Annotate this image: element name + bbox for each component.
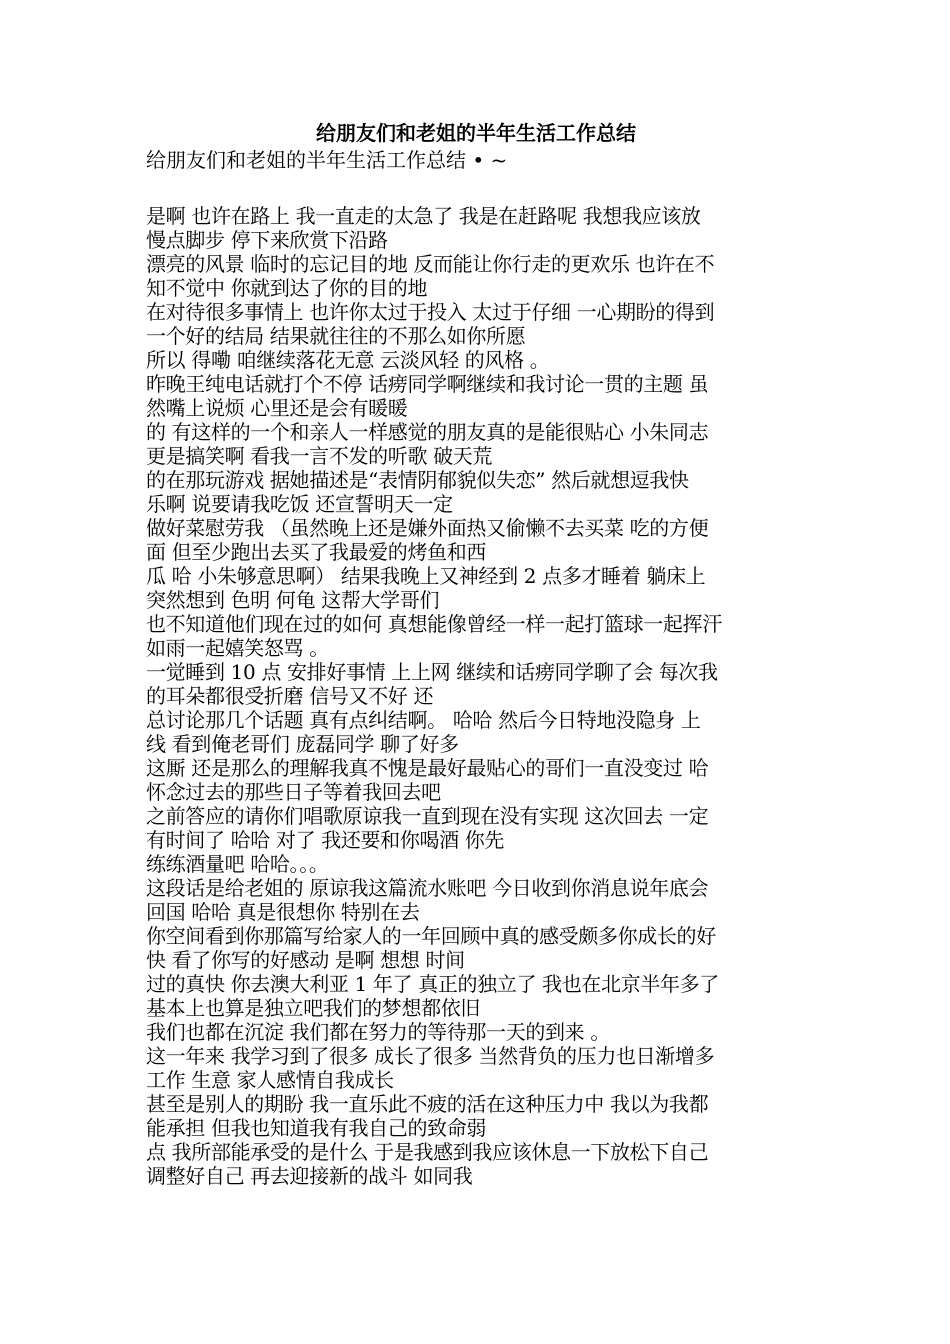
body-paragraph bbox=[146, 564, 806, 612]
document-title: 给朋友们和老姐的半年生活工作总结 bbox=[316, 121, 636, 145]
body-paragraph bbox=[146, 372, 806, 420]
body-paragraph bbox=[146, 1020, 806, 1044]
body-paragraph bbox=[146, 1140, 806, 1188]
body-paragraph bbox=[146, 348, 806, 372]
body-paragraph bbox=[146, 420, 806, 468]
paragraph-line: 乐啊 说要请我吃饭 还宣誓明天一定 bbox=[146, 492, 453, 516]
paragraph-line: 快 看了你写的好感动 是啊 想想 时间 bbox=[146, 948, 465, 972]
paragraph-line: 有时间了 哈哈 对了 我还要和你喝酒 你先 bbox=[146, 828, 505, 852]
paragraph-line: 这一年来 我学习到了很多 成长了很多 当然背负的压力也日渐增多 bbox=[146, 1044, 715, 1068]
paragraph-line: 我们也都在沉淀 我们都在努力的等待那一天的到来 。 bbox=[146, 1020, 610, 1044]
paragraph-line: 所以 得嘞 咱继续落花无意 云淡风轻 的风格 。 bbox=[146, 348, 550, 372]
paragraph-line: 也不知道他们现在过的如何 真想能像曾经一样一起打篮球一起挥汗 bbox=[146, 612, 722, 636]
paragraph-line: 漂亮的风景 临时的忘记目的地 反而能让你行走的更欢乐 也许在不 bbox=[146, 252, 715, 276]
body-paragraph bbox=[146, 876, 806, 924]
paragraph-line: 在对待很多事情上 也许你太过于投入 太过于仔细 一心期盼的得到 bbox=[146, 300, 715, 324]
paragraph-line: 练练酒量吧 哈哈。。。 bbox=[146, 852, 329, 876]
paragraph-line: 做好菜慰劳我 （虽然晚上还是嫌外面热又偷懒不去买菜 吃的方便 bbox=[146, 516, 709, 540]
paragraph-line: 你空间看到你那篇写给家人的一年回顾中真的感受颇多你成长的好 bbox=[146, 924, 716, 948]
body-paragraph bbox=[146, 612, 806, 660]
paragraph-line: 调整好自己 再去迎接新的战斗 如同我 bbox=[146, 1164, 473, 1188]
paragraph-line: 这段话是给老姐的 原谅我这篇流水账吧 今日收到你消息说年底会 bbox=[146, 876, 709, 900]
paragraph-line: 的 有这样的一个和亲人一样感觉的朋友真的是能很贴心 小朱同志 bbox=[146, 420, 709, 444]
body-paragraph bbox=[146, 708, 806, 756]
paragraph-line: 然嘴上说烦 心里还是会有暖暖 bbox=[146, 396, 408, 420]
paragraph-line: 慢点脚步 停下来欣赏下沿路 bbox=[146, 228, 388, 252]
paragraph-line: 更是搞笑啊 看我一言不发的听歌 破天荒 bbox=[146, 444, 493, 468]
paragraph-line: 一个好的结局 结果就往往的不那么如你所愿 bbox=[146, 324, 526, 348]
blank-line bbox=[146, 172, 806, 204]
body-paragraph bbox=[146, 516, 806, 564]
paragraph-line: 甚至是别人的期盼 我一直乐此不疲的活在这种压力中 我以为我都 bbox=[146, 1092, 709, 1116]
body-paragraph bbox=[146, 756, 806, 804]
paragraph-line: 知不觉中 你就到达了你的目的地 bbox=[146, 276, 428, 300]
paragraph-line: 工作 生意 家人感情自我成长 bbox=[146, 1068, 394, 1092]
body-paragraph bbox=[146, 468, 806, 516]
paragraph-line: 瓜 哈 小朱够意思啊） 结果我晚上又神经到 2 点多才睡着 躺床上 bbox=[146, 564, 706, 588]
paragraph-line: 总讨论那几个话题 真有点纠结啊。 哈哈 然后今日特地没隐身 上 bbox=[146, 708, 701, 732]
paragraph-line: 基本上也算是独立吧我们的梦想都依旧 bbox=[146, 996, 481, 1020]
paragraph-line: 回国 哈哈 真是很想你 特别在去 bbox=[146, 900, 420, 924]
body-paragraph bbox=[146, 252, 806, 300]
document-body bbox=[146, 204, 806, 1188]
paragraph-line: 昨晚王纯电话就打个不停 话痨同学啊继续和我讨论一贯的主题 虽 bbox=[146, 372, 709, 396]
body-paragraph bbox=[146, 660, 806, 708]
paragraph-line: 如雨一起嬉笑怒骂 。 bbox=[146, 636, 329, 660]
document-subtitle: 给朋友们和老姐的半年生活工作总结 • ~ bbox=[146, 148, 508, 172]
paragraph-line: 这厮 还是那么的理解我真不愧是最好最贴心的哥们一直没变过 哈 bbox=[146, 756, 709, 780]
paragraph-line: 一觉睡到 10 点 安排好事情 上上网 继续和话痨同学聊了会 每次我 bbox=[146, 660, 718, 684]
paragraph-line: 是啊 也许在路上 我一直走的太急了 我是在赶路呢 我想我应该放 bbox=[146, 204, 701, 228]
paragraph-line: 的耳朵都很受折磨 信号又不好 还 bbox=[146, 684, 434, 708]
paragraph-line: 能承担 但我也知道我有我自己的致命弱 bbox=[146, 1116, 487, 1140]
body-paragraph bbox=[146, 204, 806, 252]
paragraph-line: 之前答应的请你们唱歌原谅我一直到现在没有实现 这次回去 一定 bbox=[146, 804, 709, 828]
paragraph-line: 怀念过去的那些日子等着我回去吧 bbox=[146, 780, 441, 804]
paragraph-line: 的在那玩游戏 据她描述是“表情阴郁貌似失恋” 然后就想逗我快 bbox=[146, 468, 689, 492]
body-paragraph bbox=[146, 924, 806, 972]
paragraph-line: 点 我所部能承受的是什么 于是我感到我应该休息一下放松下自己 bbox=[146, 1140, 709, 1164]
paragraph-line: 线 看到俺老哥们 庞磊同学 聊了好多 bbox=[146, 732, 459, 756]
paragraph-line: 面 但至少跑出去买了我最爱的烤鱼和西 bbox=[146, 540, 487, 564]
body-paragraph bbox=[146, 972, 806, 1020]
document-page bbox=[146, 118, 806, 1188]
body-paragraph bbox=[146, 852, 806, 876]
paragraph-line: 突然想到 色明 何龟 这帮大学哥们 bbox=[146, 588, 440, 612]
body-paragraph bbox=[146, 300, 806, 348]
body-paragraph bbox=[146, 1092, 806, 1140]
body-paragraph bbox=[146, 1044, 806, 1092]
body-paragraph bbox=[146, 804, 806, 852]
paragraph-line: 过的真快 你去澳大利亚 1 年了 真正的独立了 我也在北京半年多了 bbox=[146, 972, 719, 996]
